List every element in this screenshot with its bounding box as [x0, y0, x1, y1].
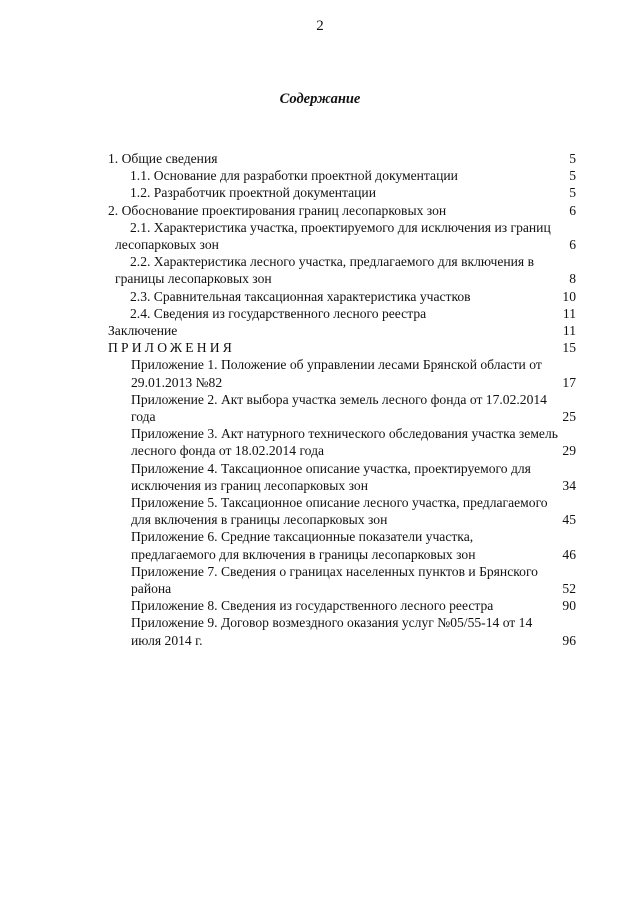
- toc-entry[interactable]: [0, 356, 640, 390]
- toc-entry-title: года: [131, 409, 156, 425]
- toc-entry-title: 1.2. Разработчик проектной документации: [130, 185, 376, 201]
- toc-entry[interactable]: [0, 391, 640, 425]
- toc-entry-title: Приложение 2. Акт выбора участка земель лесного фонда от 17.02.2014: [131, 391, 547, 407]
- toc-entry-title: Приложение 6. Средние таксационные показатели участка,: [131, 529, 474, 545]
- toc-entry[interactable]: [0, 460, 640, 494]
- toc-entry-page: 8: [569, 271, 576, 287]
- toc-entry-page: 5: [569, 151, 576, 166]
- toc-entry-title: 2.1. Характеристика участка, проектируемого для исключения из границ: [130, 219, 551, 235]
- toc-entry[interactable]: [0, 425, 640, 459]
- toc-entry-title: Приложение 5. Таксационное описание лесного участка, предлагаемого: [131, 495, 548, 511]
- toc-entry-title: предлагаемого для включения в границы лесопарковых зон: [131, 546, 476, 562]
- toc-entry-page: 25: [562, 409, 576, 425]
- toc-entry-page: 90: [562, 598, 576, 614]
- toc-entry[interactable]: [0, 597, 640, 614]
- toc-entry[interactable]: [0, 322, 640, 339]
- toc-title: Содержание: [279, 91, 361, 107]
- toc-entry[interactable]: [0, 494, 640, 528]
- toc-entry[interactable]: [0, 253, 640, 287]
- toc-entry[interactable]: [0, 614, 640, 648]
- toc-entry-title: 2.2. Характеристика лесного участка, предлагаемого для включения в: [130, 254, 535, 270]
- toc-entry-page: 10: [562, 288, 576, 304]
- toc-entry-page: 96: [562, 632, 576, 648]
- toc-entry-title: 1.1. Основание для разработки проектной документации: [130, 168, 458, 184]
- toc-entry-page: 52: [562, 581, 576, 597]
- toc-entry[interactable]: [0, 150, 640, 167]
- toc-entry-page: 11: [562, 323, 576, 339]
- toc-entry-page: 6: [569, 202, 576, 218]
- toc-entry-title: 29.01.2013 №82: [131, 374, 223, 390]
- toc-entry[interactable]: [0, 528, 640, 562]
- toc-entry[interactable]: [0, 167, 640, 184]
- toc-entry-title: 1. Общие сведения: [108, 151, 218, 166]
- toc-entry-title: 2. Обоснование проектирования границ лесопарковых зон: [108, 202, 447, 218]
- toc-entry-page: 5: [569, 185, 576, 201]
- toc-entry-title: Заключение: [108, 323, 178, 339]
- toc-entry[interactable]: [0, 563, 640, 597]
- toc-entry-title: района: [131, 581, 172, 597]
- toc-entry-page: 29: [562, 443, 576, 459]
- toc-entry-title: для включения в границы лесопарковых зон: [131, 512, 388, 528]
- toc-entry[interactable]: [0, 202, 640, 219]
- toc-entry[interactable]: [0, 288, 640, 305]
- toc-entry-page: 6: [569, 237, 576, 253]
- toc-entry[interactable]: [0, 339, 640, 356]
- page-number: 2: [316, 18, 324, 34]
- toc-entry-page: 11: [562, 305, 576, 321]
- toc-entry[interactable]: [0, 305, 640, 322]
- toc-entry-title: ПРИЛОЖЕНИЯ: [108, 340, 236, 356]
- toc-entry-page: 34: [562, 477, 576, 493]
- toc-entry-title: границы лесопарковых зон: [115, 271, 272, 287]
- toc-entry[interactable]: [0, 219, 640, 253]
- table-of-contents: [0, 150, 640, 649]
- toc-entry-title: Приложение 3. Акт натурного технического обследования участка земель: [131, 426, 558, 442]
- toc-entry-page: 46: [562, 546, 576, 562]
- toc-entry-title: исключения из границ лесопарковых зон: [131, 477, 368, 493]
- toc-entry[interactable]: [0, 184, 640, 201]
- toc-entry-page: 5: [569, 168, 576, 184]
- toc-entry-title: Приложение 7. Сведения о границах населенных пунктов и Брянского: [131, 563, 538, 579]
- toc-entry-page: 17: [562, 374, 576, 390]
- toc-entry-title: 2.3. Сравнительная таксационная характеристика участков: [130, 288, 471, 304]
- toc-entry-page: 15: [562, 340, 576, 356]
- toc-entry-title: лесного фонда от 18.02.2014 года: [131, 443, 325, 459]
- toc-entry-title: Приложение 8. Сведения из государственного лесного реестра: [131, 598, 494, 614]
- toc-entry-title: 2.4. Сведения из государственного лесного реестра: [130, 305, 427, 321]
- toc-entry-title: Приложение 1. Положение об управлении лесами Брянской области от: [131, 357, 542, 373]
- toc-entry-title: лесопарковых зон: [115, 237, 219, 253]
- toc-entry-title: июля 2014 г.: [131, 632, 203, 648]
- toc-entry-page: 45: [562, 512, 576, 528]
- toc-entry-title: Приложение 4. Таксационное описание участка, проектируемого для: [131, 460, 531, 476]
- toc-entry-title: Приложение 9. Договор возмездного оказания услуг №05/55-14 от 14: [131, 615, 533, 631]
